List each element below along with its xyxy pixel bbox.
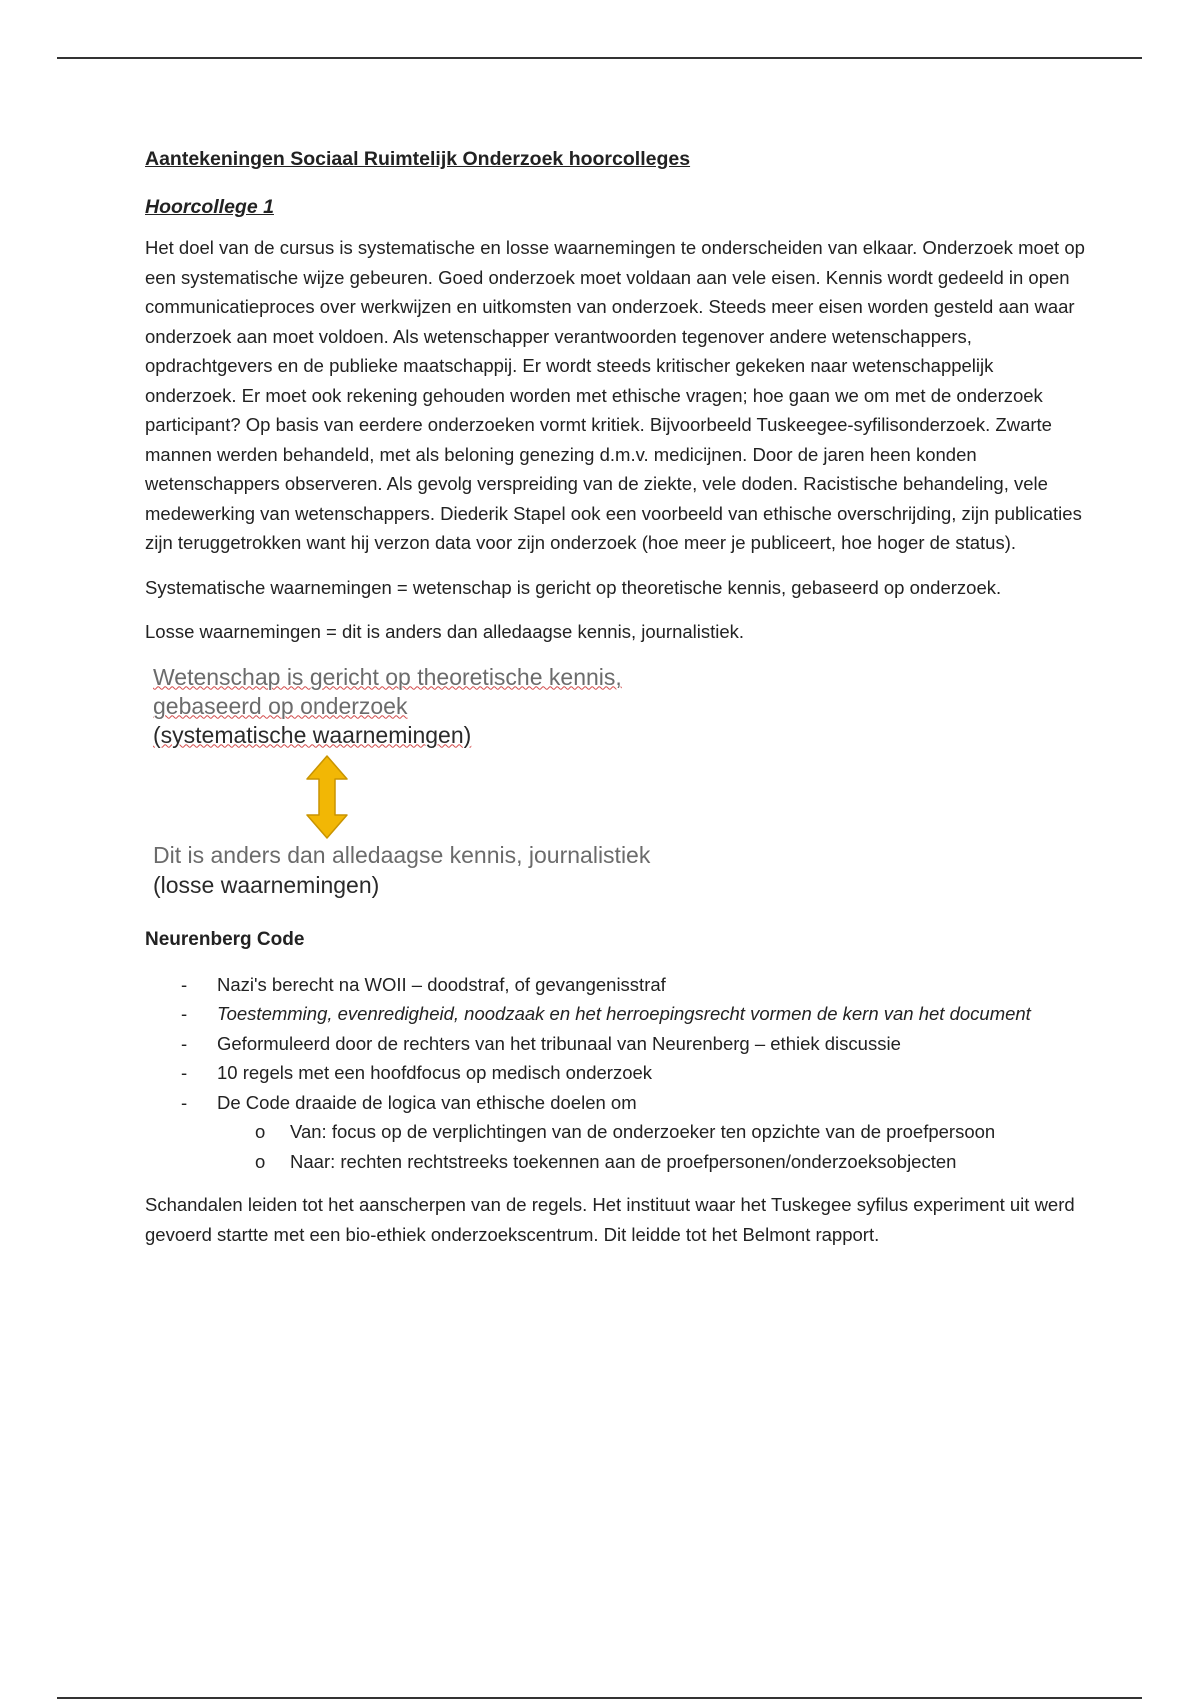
definition-systematic: Systematische waarnemingen = wetenschap is gericht op theoretische kennis, gebaseerd op onderzoek. [145,576,1002,598]
header-rule [57,57,1142,59]
observations-figure [153,662,653,912]
bullet-dash: - [181,1091,188,1113]
section-heading: Hoorcollege 1 [145,196,274,218]
document-page [145,145,1090,1264]
list-item: - De Code draaide de logica van ethische doelen om [145,1088,1090,1118]
list-item: - Toestemming, evenredigheid, noodzaak en het herroepingsrecht vormen de kern van het document [145,999,1090,1029]
figure-top-line-1: Wetenschap is gericht op theoretische kennis, [153,663,622,690]
bullet-dash: - [181,973,188,995]
intro-paragraph: Het doel van de cursus is systematische en losse waarnemingen te onderscheiden van elkaar. Onderzoek moet op een systematische wijze gebeuren. Goed onderzoek moet voldaan aan vele eisen. Kennis wordt gedeeld in open communicatieproces over werkwijzen en uitkomsten van onderzoek. Steeds meer eisen worden gesteld aan waar onderzoek aan moet voldoen. Als wetenschapper verantwoorden tegenover andere wetenschappers, opdrachtgevers en de publieke maatschappij. Er wordt steeds kritischer gekeken naar wetenschappelijk onderzoek. Er moet ook rekening gehouden worden met ethische vragen; hoe gaan we om met de onderzoek participant? Op basis van eerdere onderzoeken vormt kritiek. Bijvoorbeeld Tuskeegee-syfilisonderzoek. Zwarte mannen werden behandeld, met als beloning genezing d.m.v. medicijnen. Door de jaren heen konden wetenschappers observeren. Als gevolg verspreiding van de ziekte, vele doden. Racistische behandeling, vele medewerking van wetenschappers. Diederik Stapel ook een voorbeeld van ethische overschrijding, zijn publicaties zijn teruggetrokken want hij verzon data voor zijn onderzoek (hoe meer je publiceert, hoe hoger de status). [145,237,1085,553]
neurenberg-list [145,970,1090,1177]
bullet-dash: - [181,1032,188,1054]
definition-loose: Losse waarnemingen = dit is anders dan alledaagse kennis, journalistiek. [145,621,745,642]
bullet-dash: - [181,1003,188,1024]
document-title: Aantekeningen Sociaal Ruimtelijk Onderzoek hoorcolleges [145,148,691,170]
bullet-circle: o [255,1150,266,1172]
figure-top-line-3: (systematische waarnemingen) [153,721,472,748]
figure-bottom-line-2: (losse waarnemingen) [153,871,380,898]
bullet-dash: - [181,1062,188,1083]
double-arrow-icon [305,755,349,839]
list-item: - Geformuleerd door de rechters van het tribunaal van Neurenberg – ethiek discussie [145,1029,1090,1059]
sub-list-item: o Van: focus op de verplichtingen van de onderzoeker ten opzichte van de proefpersoon [145,1117,1090,1147]
figure-bottom-line-1: Dit is anders dan alledaagse kennis, journalistiek [153,841,651,868]
neurenberg-heading: Neurenberg Code [145,928,305,950]
figure-top-line-2: gebaseerd op onderzoek [153,692,408,719]
list-item: - 10 regels met een hoofdfocus op medisch onderzoek [145,1058,1090,1088]
closing-paragraph: Schandalen leiden tot het aanscherpen van de regels. Het instituut waar het Tuskegee syfilus experiment uit werd gevoerd startte met een bio-ethiek onderzoekscentrum. Dit leidde tot het Belmont rapport. [145,1194,1075,1245]
list-item: - Nazi's berecht na WOII – doodstraf, of gevangenisstraf [145,970,1090,1000]
bullet-circle: o [255,1121,266,1142]
footer-rule [57,1697,1142,1699]
sub-list-item: o Naar: rechten rechtstreeks toekennen aan de proefpersonen/onderzoeksobjecten [145,1147,1090,1177]
